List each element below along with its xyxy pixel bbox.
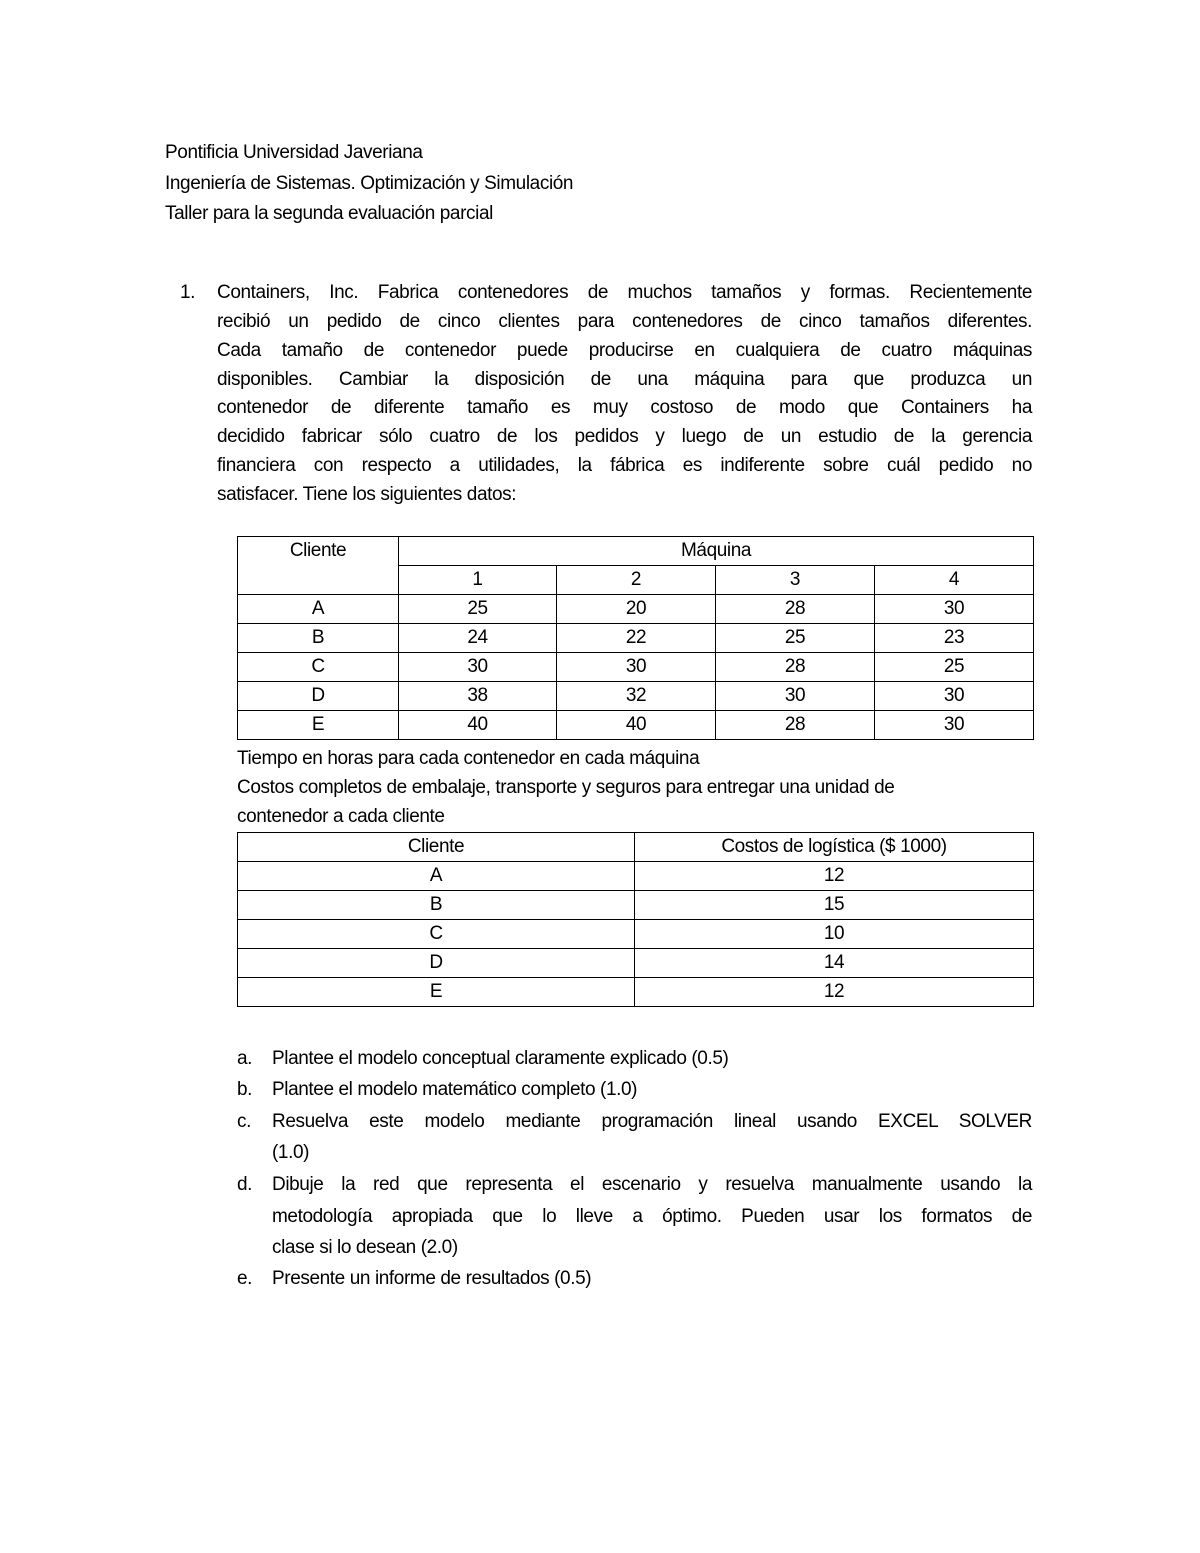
time-cell: 30 — [716, 682, 875, 711]
time-cell: 28 — [716, 711, 875, 740]
task-letter: b. — [237, 1079, 253, 1100]
client-cell: E — [238, 711, 399, 740]
time-cell: 38 — [399, 682, 557, 711]
cost-cell: 14 — [635, 949, 1034, 978]
client-cell: A — [238, 862, 635, 891]
client-cell: B — [238, 624, 399, 653]
cost-cell: 15 — [635, 891, 1034, 920]
task-letter: e. — [237, 1268, 253, 1289]
task-text: metodología apropiada que lo lleve a óptimo. Pueden usar los formatos de — [272, 1206, 1032, 1227]
time-cell: 23 — [875, 624, 1034, 653]
task-text: clase si lo desean (2.0) — [272, 1237, 458, 1258]
header-client: Cliente — [238, 537, 399, 595]
time-cell: 32 — [557, 682, 716, 711]
task-letter: d. — [237, 1174, 253, 1195]
table-row — [238, 862, 1034, 891]
client-cell: B — [238, 891, 635, 920]
time-cell: 28 — [716, 595, 875, 624]
time-cell: 24 — [399, 624, 557, 653]
table-row — [238, 949, 1034, 978]
client-cell: A — [238, 595, 399, 624]
table-row — [238, 595, 1034, 624]
header-client: Cliente — [238, 833, 635, 862]
machine-number: 1 — [399, 566, 557, 595]
table-row — [238, 711, 1034, 740]
task-letter: c. — [237, 1111, 251, 1132]
client-cell: D — [238, 682, 399, 711]
problem-line: disponibles. Cambiar la disposición de una máquina para que produzca un — [217, 369, 1032, 390]
problem-line: satisfacer. Tiene los siguientes datos: — [217, 484, 517, 505]
header-machine: Máquina — [399, 537, 1034, 566]
table2-caption: Costos completos de embalaje, transporte y seguros para entregar una unidad de — [237, 777, 895, 798]
task-text: (1.0) — [272, 1142, 310, 1163]
table-row — [238, 624, 1034, 653]
university-name: Pontificia Universidad Javeriana — [165, 142, 423, 163]
task-text: Plantee el modelo conceptual claramente explicado (0.5) — [272, 1048, 729, 1069]
logistics-cost-table — [237, 832, 1034, 1007]
course-title: Ingeniería de Sistemas. Optimización y Simulación — [165, 173, 574, 194]
problem-line: recibió un pedido de cinco clientes para contenedores de cinco tamaños diferentes. — [217, 311, 1032, 332]
assignment-title: Taller para la segunda evaluación parcial — [165, 203, 493, 224]
header-cost: Costos de logística ($ 1000) — [635, 833, 1034, 862]
table-row — [238, 891, 1034, 920]
task-text: Plantee el modelo matemático completo (1.0) — [272, 1079, 638, 1100]
problem-line: Containers, Inc. Fabrica contenedores de muchos tamaños y formas. Recientemente — [217, 282, 1032, 303]
table-row — [238, 653, 1034, 682]
time-cell: 40 — [399, 711, 557, 740]
time-cell: 30 — [399, 653, 557, 682]
client-cell: C — [238, 653, 399, 682]
machine-number: 4 — [875, 566, 1034, 595]
machine-number: 2 — [557, 566, 716, 595]
table-row — [238, 978, 1034, 1007]
table-row — [238, 920, 1034, 949]
cost-cell: 12 — [635, 862, 1034, 891]
client-cell: C — [238, 920, 635, 949]
time-cell: 40 — [557, 711, 716, 740]
problem-line: Cada tamaño de contenedor puede producirse en cualquiera de cuatro máquinas — [217, 340, 1032, 361]
problem-line: financiera con respecto a utilidades, la fábrica es indiferente sobre cuál pedido no — [217, 455, 1032, 476]
time-cell: 25 — [875, 653, 1034, 682]
table2-caption-cont: contenedor a cada cliente — [237, 806, 445, 827]
problem-line: decidido fabricar sólo cuatro de los pedidos y luego de un estudio de la gerencia — [217, 426, 1032, 447]
machine-time-table — [237, 536, 1034, 740]
time-cell: 30 — [875, 682, 1034, 711]
task-text: Presente un informe de resultados (0.5) — [272, 1268, 592, 1289]
time-cell: 30 — [875, 711, 1034, 740]
time-cell: 22 — [557, 624, 716, 653]
task-letter: a. — [237, 1048, 253, 1069]
table-row — [238, 682, 1034, 711]
client-cell: D — [238, 949, 635, 978]
time-cell: 25 — [399, 595, 557, 624]
time-cell: 30 — [557, 653, 716, 682]
problem-number: 1. — [180, 282, 196, 303]
time-cell: 30 — [875, 595, 1034, 624]
cost-cell: 12 — [635, 978, 1034, 1007]
time-cell: 20 — [557, 595, 716, 624]
time-cell: 25 — [716, 624, 875, 653]
client-cell: E — [238, 978, 635, 1007]
cost-cell: 10 — [635, 920, 1034, 949]
problem-line: contenedor de diferente tamaño es muy costoso de modo que Containers ha — [217, 397, 1032, 418]
table1-caption: Tiempo en horas para cada contenedor en cada máquina — [237, 748, 700, 769]
time-cell: 28 — [716, 653, 875, 682]
machine-number: 3 — [716, 566, 875, 595]
task-text: Resuelva este modelo mediante programación lineal usando EXCEL SOLVER — [272, 1111, 1032, 1132]
task-text: Dibuje la red que representa el escenario y resuelva manualmente usando la — [272, 1174, 1032, 1195]
